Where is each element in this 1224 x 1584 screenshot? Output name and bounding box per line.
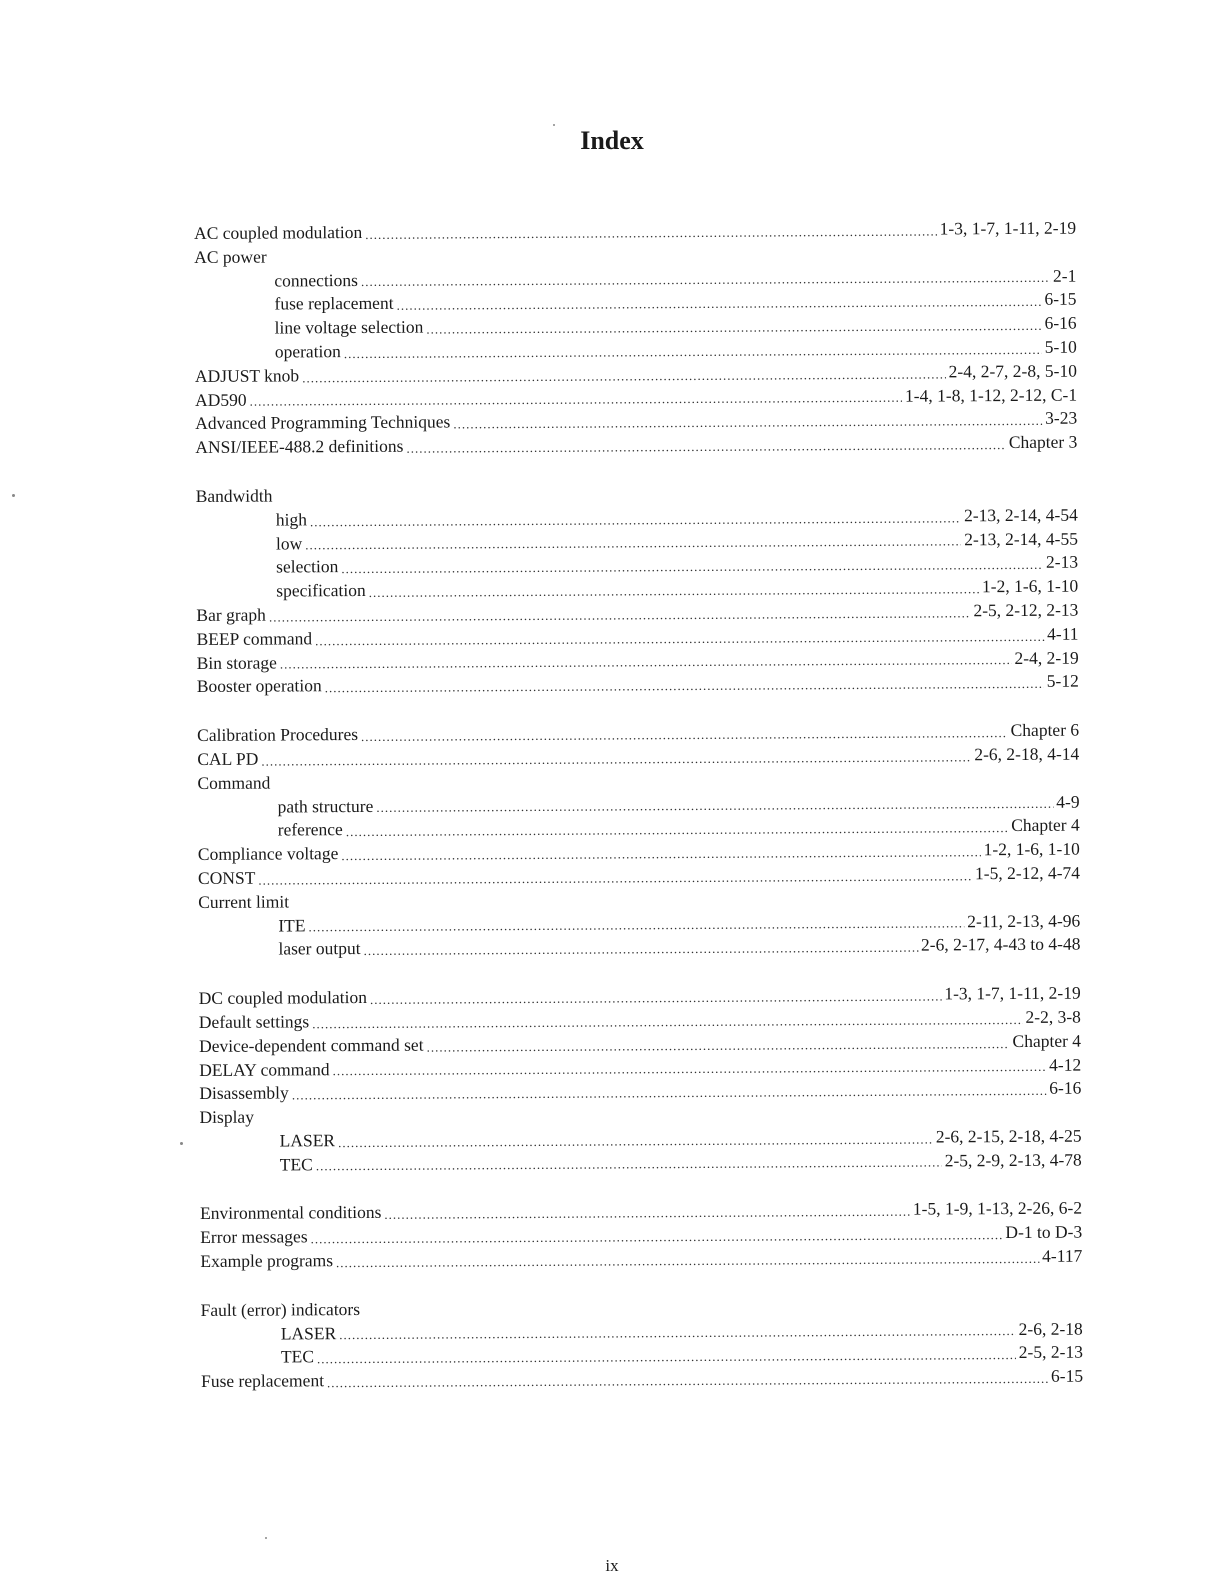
dot-leader bbox=[376, 794, 1053, 818]
index-entry bbox=[200, 1245, 1082, 1274]
entry-pages: 2-13, 2-14, 4-55 bbox=[964, 528, 1079, 549]
dot-leader bbox=[317, 1345, 1016, 1369]
dot-leader bbox=[305, 532, 961, 556]
dot-leader bbox=[325, 674, 1044, 698]
entry-label: Environmental conditions bbox=[199, 1202, 382, 1224]
entry-label: Booster operation bbox=[196, 675, 322, 697]
entry-label: LASER bbox=[279, 1130, 336, 1151]
dot-leader bbox=[369, 579, 979, 603]
entry-label: LASER bbox=[280, 1322, 337, 1344]
entry-pages: 2-6, 2-15, 2-18, 4-25 bbox=[935, 1125, 1082, 1147]
entry-label: AC power bbox=[194, 246, 267, 267]
dot-leader bbox=[364, 938, 919, 961]
entry-pages: 1-2, 1-6, 1-10 bbox=[983, 838, 1080, 860]
entry-label: CONST bbox=[197, 867, 256, 888]
dot-leader bbox=[250, 388, 903, 412]
page-title: Index bbox=[580, 126, 644, 155]
entry-label: connections bbox=[274, 269, 359, 291]
entry-label: Display bbox=[199, 1106, 254, 1128]
entry-pages: 4-9 bbox=[1056, 791, 1080, 812]
entry-pages: 2-13, 2-14, 4-54 bbox=[964, 504, 1078, 526]
entry-label: line voltage selection bbox=[274, 316, 424, 338]
entry-label: Example programs bbox=[200, 1250, 334, 1272]
entry-pages: D-1 to D-3 bbox=[1005, 1221, 1083, 1243]
entry-label: path structure bbox=[277, 795, 374, 817]
dot-leader bbox=[311, 1225, 1003, 1249]
entry-label: BEEP command bbox=[196, 628, 313, 649]
dot-leader bbox=[310, 508, 961, 532]
entry-pages: 4-12 bbox=[1049, 1054, 1082, 1075]
page-number: ix bbox=[605, 1556, 619, 1575]
entry-label: ADJUST knob bbox=[194, 365, 300, 386]
entry-pages: 1-2, 1-6, 1-10 bbox=[981, 575, 1079, 597]
entry-pages: 6-15 bbox=[1044, 289, 1077, 310]
entry-label: TEC bbox=[279, 1153, 313, 1175]
entry-pages: 1-4, 1-8, 1-12, 2-12, C-1 bbox=[904, 384, 1078, 406]
entry-label: Bin storage bbox=[196, 652, 277, 673]
dot-leader bbox=[453, 411, 1042, 435]
dot-leader bbox=[344, 340, 1042, 364]
entry-pages: 1-3, 1-7, 1-11, 2-19 bbox=[939, 217, 1077, 239]
entry-label: selection bbox=[276, 556, 339, 577]
entry-pages: 2-6, 2-18, 4-14 bbox=[974, 743, 1080, 765]
entry-label: Bar graph bbox=[196, 604, 266, 625]
dot-leader bbox=[341, 842, 980, 866]
entry-pages: 1-3, 1-7, 1-11, 2-19 bbox=[944, 982, 1081, 1004]
entry-pages: Chapter 4 bbox=[1012, 1030, 1082, 1051]
entry-pages: 2-5, 2-9, 2-13, 4-78 bbox=[944, 1149, 1082, 1171]
entry-label: Fault (error) indicators bbox=[200, 1298, 361, 1320]
entry-pages: 3-23 bbox=[1045, 407, 1078, 429]
index-group bbox=[196, 480, 1079, 700]
dot-leader bbox=[338, 1129, 933, 1153]
entry-label: Advanced Programming Techniques bbox=[195, 411, 451, 434]
dot-leader bbox=[406, 435, 1006, 459]
entry-pages: 2-4, 2-7, 2-8, 5-10 bbox=[948, 360, 1077, 382]
dot-leader bbox=[361, 723, 1008, 747]
entry-pages: 2-11, 2-13, 4-96 bbox=[967, 910, 1081, 931]
index-group bbox=[200, 1197, 1082, 1274]
entry-label: Default settings bbox=[198, 1011, 310, 1032]
entry-label: Device-dependent command set bbox=[198, 1034, 424, 1056]
entry-pages: Chapter 4 bbox=[1011, 814, 1080, 836]
entry-pages: 2-1 bbox=[1052, 265, 1077, 286]
entry-pages: 2-4, 2-19 bbox=[1014, 647, 1079, 668]
entry-pages: 6-15 bbox=[1050, 1365, 1084, 1387]
entry-pages: 2-6, 2-17, 4-43 to 4-48 bbox=[920, 933, 1081, 955]
entry-pages: 2-2, 3-8 bbox=[1025, 1006, 1081, 1027]
entry-pages: 4-117 bbox=[1042, 1245, 1083, 1266]
entry-label: low bbox=[275, 532, 303, 554]
scan-speck bbox=[180, 1142, 183, 1145]
entry-pages: 6-16 bbox=[1044, 312, 1077, 333]
index-list bbox=[194, 217, 1083, 1419]
index-group bbox=[199, 982, 1082, 1178]
index-group bbox=[197, 719, 1080, 962]
entry-pages: 1-5, 1-9, 1-13, 2-26, 6-2 bbox=[912, 1198, 1083, 1220]
dot-leader bbox=[346, 818, 1009, 842]
entry-label: AD590 bbox=[195, 389, 247, 410]
dot-leader bbox=[316, 1153, 942, 1177]
dot-leader bbox=[308, 914, 964, 938]
scan-speck bbox=[553, 124, 555, 126]
entry-label: specification bbox=[276, 580, 366, 601]
entry-label: Bandwidth bbox=[195, 485, 273, 506]
scan-speck bbox=[12, 494, 15, 497]
entry-label: ITE bbox=[278, 914, 306, 936]
entry-label: Current limit bbox=[198, 891, 290, 912]
entry-label: Error messages bbox=[200, 1226, 308, 1248]
entry-label: Disassembly bbox=[199, 1082, 289, 1104]
entry-label: reference bbox=[277, 819, 343, 840]
dot-leader bbox=[341, 555, 1043, 579]
entry-label: ANSI/IEEE-488.2 definitions bbox=[195, 435, 404, 458]
dot-leader bbox=[426, 1034, 1009, 1058]
index-group bbox=[201, 1293, 1084, 1394]
dot-leader bbox=[365, 221, 937, 244]
dot-leader bbox=[327, 1369, 1048, 1393]
dot-leader bbox=[396, 292, 1041, 316]
entry-label: TEC bbox=[280, 1346, 315, 1367]
entry-label: Calibration Procedures bbox=[197, 724, 359, 746]
dot-leader bbox=[384, 1202, 910, 1225]
dot-leader bbox=[339, 1321, 1016, 1345]
entry-pages: 2-6, 2-18 bbox=[1018, 1318, 1083, 1339]
index-group bbox=[194, 217, 1077, 460]
entry-label: CAL PD bbox=[197, 748, 259, 769]
index-entry bbox=[195, 431, 1077, 460]
dot-leader bbox=[269, 603, 971, 627]
entry-pages: 5-10 bbox=[1044, 336, 1077, 357]
entry-label: DELAY command bbox=[199, 1058, 330, 1080]
entry-label: high bbox=[275, 509, 308, 530]
entry-label: operation bbox=[274, 341, 341, 362]
entry-pages: Chapter 6 bbox=[1010, 719, 1080, 741]
index-subentry bbox=[198, 933, 1080, 962]
entry-label: DC coupled modulation bbox=[198, 987, 367, 1009]
entry-label: Fuse replacement bbox=[201, 1370, 325, 1392]
entry-label: Compliance voltage bbox=[197, 843, 339, 865]
dot-leader bbox=[370, 986, 942, 1009]
entry-label: AC coupled modulation bbox=[194, 221, 363, 243]
entry-pages: 4-11 bbox=[1047, 623, 1079, 644]
dot-leader bbox=[426, 316, 1041, 340]
entry-pages: 5-12 bbox=[1046, 670, 1079, 692]
entry-pages: 1-5, 2-12, 4-74 bbox=[974, 862, 1081, 884]
dot-leader bbox=[361, 268, 1050, 292]
entry-label: laser output bbox=[278, 938, 361, 959]
entry-pages: 2-5, 2-12, 2-13 bbox=[973, 599, 1079, 621]
scan-speck bbox=[265, 1537, 267, 1539]
entry-pages: 2-5, 2-13 bbox=[1018, 1342, 1083, 1363]
entry-pages: Chapter 3 bbox=[1008, 431, 1078, 453]
entry-label: Command bbox=[197, 772, 271, 793]
entry-pages: 6-16 bbox=[1049, 1077, 1082, 1099]
dot-leader bbox=[302, 364, 946, 388]
dot-leader bbox=[336, 1249, 1039, 1273]
entry-label: fuse replacement bbox=[274, 293, 394, 314]
entry-pages: 2-13 bbox=[1045, 551, 1079, 573]
